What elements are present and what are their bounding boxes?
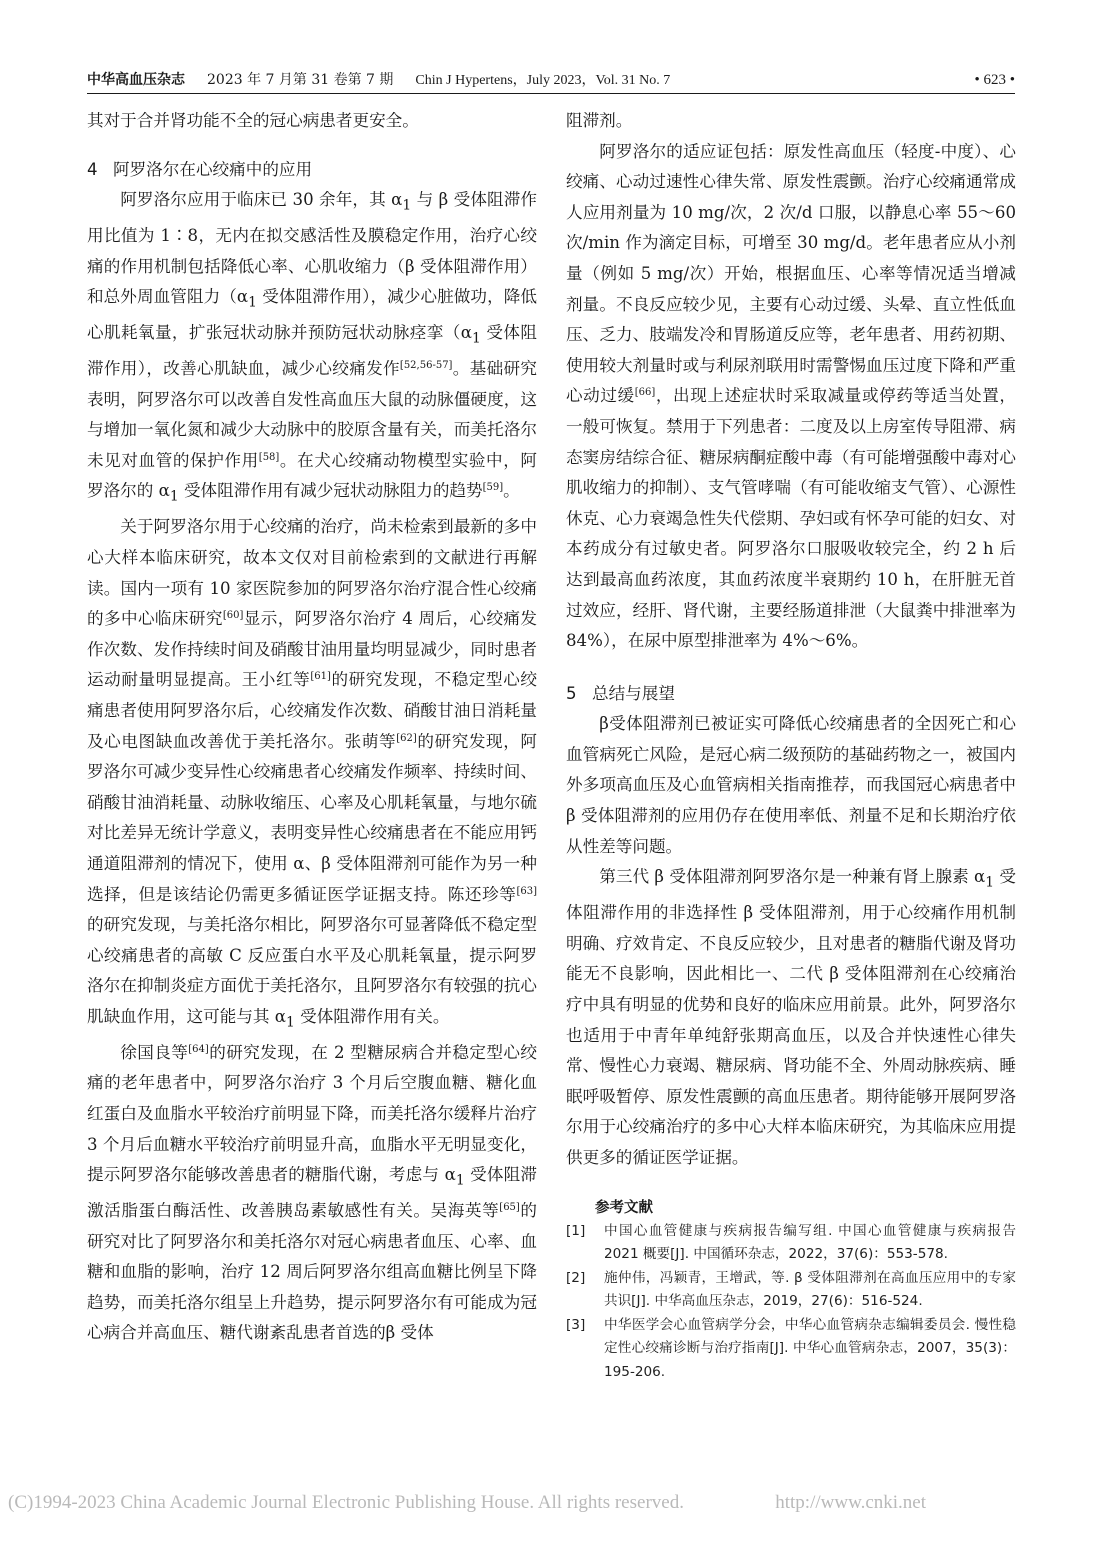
paragraph: 阿罗洛尔应用于临床已 30 余年，其 $\alpha_1$ 与 β 受体阻滞作用比值为 1∶8，无内在拟交感活性及膜稳定作用，治疗心绞痛的作用机制包括降低心率、心肌收缩力（β 受体阻滞作用）和总外周血管阻力（$\alpha_1$ 受体阻滞作用），减少心脏做功，降低心肌耗氧量，扩张冠状动脉并预防冠状动脉痉挛（$\alpha_1$ 受体阻滞作用），改善心肌缺血，减少心绞痛发作[52,56-57]。基础研究表明，阿罗洛尔可以改善自发性高血压大鼠的动脉僵硬度，这与增加一氧化氮和减少大动脉中的胶原含量有关，而美托洛尔未见对血管的保护作用[58]。在犬心绞痛动物模型实验中，阿罗洛尔的 $\alpha_1$ 受体阻滞作用有减少冠状动脉阻力的趋势[59]。 [87,190,538,505]
citation: [63] [516,885,537,897]
paragraph: 关于阿罗洛尔用于心绞痛的治疗，尚未检索到最新的多中心大样本临床研究，故本文仅对目前检索到的文献进行再解读。国内一项有 10 家医院参加的阿罗洛尔治疗混合性心绞痛的多中心临床研究[60]显示，阿罗洛尔治疗 4 周后，心绞痛发作次数、发作持续时间及硝酸甘油用量均明显减少，同时患者运动耐量明显提高。王小红等[61]的研究发现，不稳定型心绞痛患者使用阿罗洛尔后，心绞痛发作次数、硝酸甘油日消耗量及心电图缺血改善优于美托洛尔。张萌等[62]的研究发现，阿罗洛尔可减少变异性心绞痛患者心绞痛发作频率、持续时间、硝酸甘油消耗量、动脉收缩压、心率及心肌耗氧量，与地尔硫对比差异无统计学意义，表明变异性心绞痛患者在不能应用钙通道阻滞剂的情况下，使用 α、β 受体阻滞剂可能作为另一种选择，但是该结论仍需更多循证医学证据支持。陈还珍等[63]的研究发现，与美托洛尔相比，阿罗洛尔可显著降低不稳定型心绞痛患者的高敏 C 反应蛋白水平及心肌耗氧量，提示阿罗洛尔在抑制炎症方面优于美托洛尔，且阿罗洛尔有较强的抗心肌缺血作用，这可能与其 $\alpha_1$ 受体阻滞作用有关。 [87,517,538,1031]
journal-name: 中华高血压杂志 [87,72,185,88]
references-heading: 参考文献 [595,1199,653,1216]
section-heading-5: 5 总结与展望 [566,683,675,703]
paragraph: 第三代 β 受体阻滞剂阿罗洛尔是一种兼有肾上腺素 $\alpha_1$ 受体阻滞作用的非选择性 β 受体阻滞剂，用于心绞痛作用机制明确、疗效肯定、不良反应较少，且对患者的糖脂代谢及肾功能无不良影响，因此相比一、二代 β 受体阻滞剂在心绞痛治疗中具有明显的优势和良好的临床应用前景。此外，阿罗洛尔也适用于中青年单纯舒张期高血压，以及合并快速性心律失常、慢性心力衰竭、糖尿病、肾功能不全、外周动脉疾病、睡眠呼吸暂停、原发性震颤的高血压患者。期待能够开展阿罗洛尔用于心绞痛治疗的多中心大样本临床研究，为其临床应用提供更多的循证医学证据。 [566,867,1017,1167]
cnki-url[interactable]: http://www.cnki.net [775,1492,926,1513]
citation: [60] [222,610,244,622]
citation: [64] [188,1043,209,1055]
issue-info: 2023 年 7 月第 31 卷第 7 期 [207,72,394,88]
reference-item: [3] 中华医学会心血管病学分会，中华心血管病杂志编辑委员会. 慢性稳定性心绞痛诊断与治疗指南[J]. 中华心血管病杂志，2007，35(3)：195-206. [566,1316,1016,1380]
citation: [65] [499,1202,520,1214]
paragraph: 徐国良等[64]的研究发现，在 2 型糖尿病合并稳定型心绞痛的老年患者中，阿罗洛尔治疗 3 个月后空腹血糖、糖化血红蛋白及血脂水平较治疗前明显下降，而美托洛尔缓释片治疗 3 个月后血糖水平较治疗前明显升高，血脂水平无明显变化，提示阿罗洛尔能够改善患者的糖脂代谢，考虑与 $\alpha_1$ 受体阻滞激活脂蛋白酶活性、改善胰岛素敏感性有关。吴海英等[65]的研究对比了阿罗洛尔和美托洛尔对冠心病患者血压、心率、血糖和血脂的影响，治疗 12 周后阿罗洛尔组高血糖比例呈下降趋势，而美托洛尔组呈上升趋势，提示阿罗洛尔有可能成为冠心病合并高血压、糖代谢紊乱患者首选的β 受体 [87,1042,538,1343]
page-number: • 623 • [974,72,1015,88]
right-column [566,106,1016,1384]
citation: [59] [482,482,504,494]
copyright-footer [8,1492,926,1514]
citation: [66] [634,387,656,399]
continued-paragraph: 阻滞剂。 [566,111,633,130]
section-heading-4: 4 阿罗洛尔在心绞痛中的应用 [87,159,313,179]
continued-paragraph: 其对于合并肾功能不全的冠心病患者更安全。 [87,111,419,130]
running-header [87,63,1015,89]
citation: [58] [258,451,280,463]
reference-item: [1] 中国心血管健康与疾病报告编写组. 中国心血管健康与疾病报告 2021 概要[J]. 中国循环杂志，2022，37(6)：553-578. [566,1222,1016,1262]
header-rule [87,93,1015,94]
citation: [52,56-57] [399,360,453,372]
paragraph: β受体阻滞剂已被证实可降低心绞痛患者的全因死亡和心血管病死亡风险，是冠心病二级预防的基础药物之一，被国内外多项高血压及心血管病相关指南推荐，而我国冠心病患者中 β 受体阻滞剂的应用仍存在使用率低、剂量不足和长期治疗依从性差等问题。 [566,714,1016,856]
left-column [87,106,537,1349]
citation: [62] [396,732,417,744]
english-citation: Chin J Hypertens，July 2023，Vol. 31 No. 7 [415,73,671,88]
citation: [61] [310,671,331,683]
copyright-text: (C)1994-2023 China Academic Journal Electronic Publishing House. All rights reserved. [8,1492,684,1513]
paragraph: 阿罗洛尔的适应证包括：原发性高血压（轻度-中度）、心绞痛、心动过速性心律失常、原发性震颤。治疗心绞痛通常成人应用剂量为 10 mg/次，2 次/d 口服，以静息心率 55～60 次/min 作为滴定目标，可增至 30 mg/d。老年患者应从小剂量（例如 5 mg/次）开始，根据血压、心率等情况适当增减剂量。不良反应较少见，主要有心动过缓、头晕、直立性低血压、乏力、肢端发冷和胃肠道反应等，老年患者、用药初期、使用较大剂量时或与利尿剂联用时需警惕血压过度下降和严重心动过缓[66]，出现上述症状时采取减量或停药等适当处置，一般可恢复。禁用于下列患者：二度及以上房室传导阻滞、病态窦房结综合征、糖尿病酮症酸中毒（有可能增强酸中毒对心肌收缩力的抑制）、支气管哮喘（有可能收缩支气管）、心源性休克、心力衰竭急性失代偿期、孕妇或有怀孕可能的妇女、对本药成分有过敏史者。阿罗洛尔口服吸收较完全，约 2 h 后达到最高血药浓度，其血药浓度半衰期约 10 h，在肝脏无首过效应，经肝、肾代谢，主要经肠道排泄（大鼠粪中排泄率为 84%），在尿中原型排泄率为 4%～6%。 [566,141,1017,651]
reference-item: [2] 施仲伟，冯颖青，王增武，等. β 受体阻滞剂在高血压应用中的专家共识[J]. 中华高血压杂志，2019，27(6)：516-524. [566,1269,1016,1309]
